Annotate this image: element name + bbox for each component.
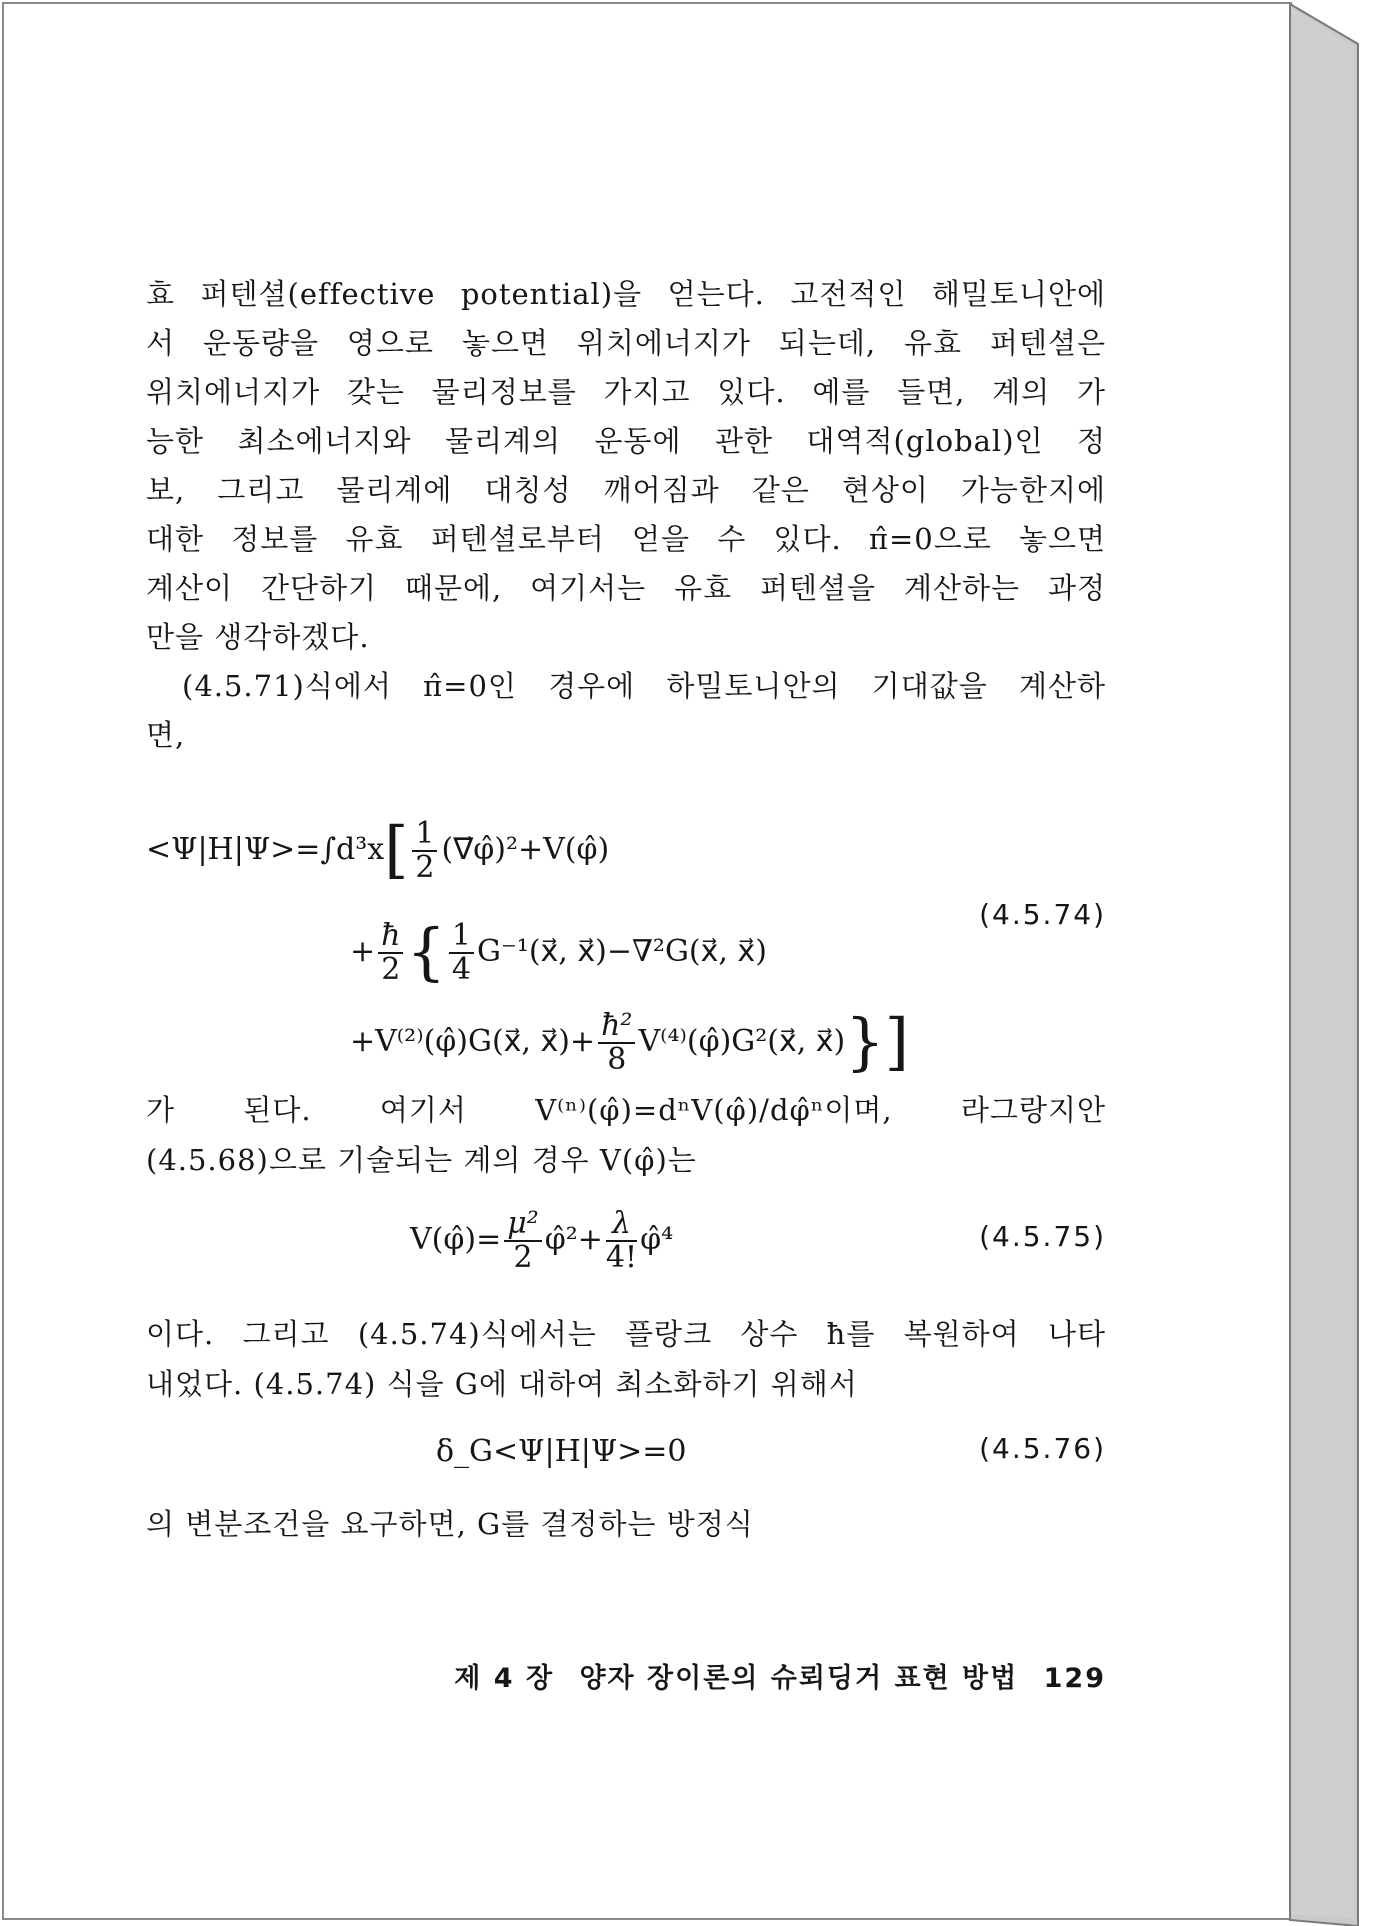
frac-den: 2 [513,1240,533,1275]
text-line: 만을 생각하겠다. [146,620,370,654]
frac-den: 4! [605,1240,638,1275]
text-line: 능한 최소에너지와 물리계의 운동에 관한 대역적(global)인 정 [146,424,1106,458]
brace-close: } [845,1005,885,1078]
eq-term: V⁽⁴⁾(φ̂)G²(x⃗, x⃗) [638,1024,846,1059]
bracket-close: ] [884,1005,909,1078]
eq-line [410,1208,673,1274]
frac-num: 1 [412,818,437,852]
page-number: 129 [1043,1663,1106,1694]
eq-plus: + [350,934,376,969]
frac-den: 8 [607,1042,627,1077]
eq-lhs: V(φ̂)= [410,1222,502,1257]
text-line: 효 퍼텐셜(effective potential)을 얻는다. 고전적인 해밀토니안에 [146,277,1106,311]
text-line: 대한 정보를 유효 퍼텐셜로부터 얻을 수 있다. π̂=0으로 놓으면 [146,522,1106,556]
eq-term: G⁻¹(x⃗, x⃗)−∇²G(x⃗, x⃗) [477,934,767,969]
eq-term: φ̂⁴ [640,1222,674,1257]
frac-den: 4 [451,952,472,987]
eq-line-2 [350,915,767,988]
text-line: 내었다. (4.5.74) 식을 G에 대하여 최소화하기 위해서 [146,1367,858,1401]
equation-number: (4.5.76) [979,1432,1106,1465]
text-line: (4.5.71)식에서 π̂=0인 경우에 하밀토니안의 기대값을 계산하 [182,669,1106,703]
text-line: (4.5.68)으로 기술되는 계의 경우 V(φ̂)는 [146,1143,697,1177]
running-footer [146,1656,1106,1695]
footer-title: 양자 장이론의 슈뢰딩거 표현 방법 [579,1663,1019,1694]
bracket-open: [ [384,813,409,886]
fraction [504,1208,542,1274]
fraction [598,1010,635,1076]
text-line: 보, 그리고 물리계에 대칭성 깨어짐과 같은 현상이 가능한지에 [146,473,1106,507]
text-line: 계산이 간단하기 때문에, 여기서는 유효 퍼텐셜을 계산하는 과정 [146,571,1106,605]
frac-num: λ [606,1208,637,1242]
fraction [449,920,474,986]
fraction [606,1208,637,1274]
frac-num: ħ² [598,1010,635,1044]
frac-num: ħ [378,920,403,954]
text-line: 위치에너지가 갖는 물리정보를 가지고 있다. 예를 들면, 계의 가 [146,375,1106,409]
text-line: 의 변분조건을 요구하면, G를 결정하는 방정식 [146,1507,754,1541]
frac-den: 2 [381,952,401,987]
text-line: 이다. 그리고 (4.5.74)식에서는 플랑크 상수 ħ를 복원하여 나타 [146,1317,1106,1351]
frac-num: 1 [449,920,474,954]
eq-line: δ_G<Ψ|H|Ψ>=0 [436,1434,687,1469]
eq-term: (∇⃗φ̂)²+V(φ̂) [441,832,610,867]
eq-line-3 [350,1005,909,1078]
eq-lhs: <Ψ|H|Ψ>=∫d³x [146,832,385,867]
frac-num: μ² [504,1208,542,1242]
frac-den: 2 [415,850,435,885]
text-line: 면, [146,718,186,752]
eq-term: +V⁽²⁾(φ̂)G(x⃗, x⃗)+ [350,1024,596,1059]
footer-chapter: 제 4 장 [454,1663,555,1694]
text-line: 가 된다. 여기서 V⁽ⁿ⁾(φ̂)=dⁿV(φ̂)/dφ̂ⁿ이며, 라그랑지안 [146,1093,1106,1127]
fraction [378,920,403,986]
equation-number: (4.5.74) [979,898,1106,931]
brace-open: { [406,915,446,988]
text-line: 서 운동량을 영으로 놓으면 위치에너지가 되는데, 유효 퍼텐셜은 [146,326,1106,360]
eq-term: φ̂²+ [544,1222,603,1257]
eq-line-1 [146,813,610,886]
equation-number: (4.5.75) [979,1220,1106,1253]
fraction [412,818,437,884]
